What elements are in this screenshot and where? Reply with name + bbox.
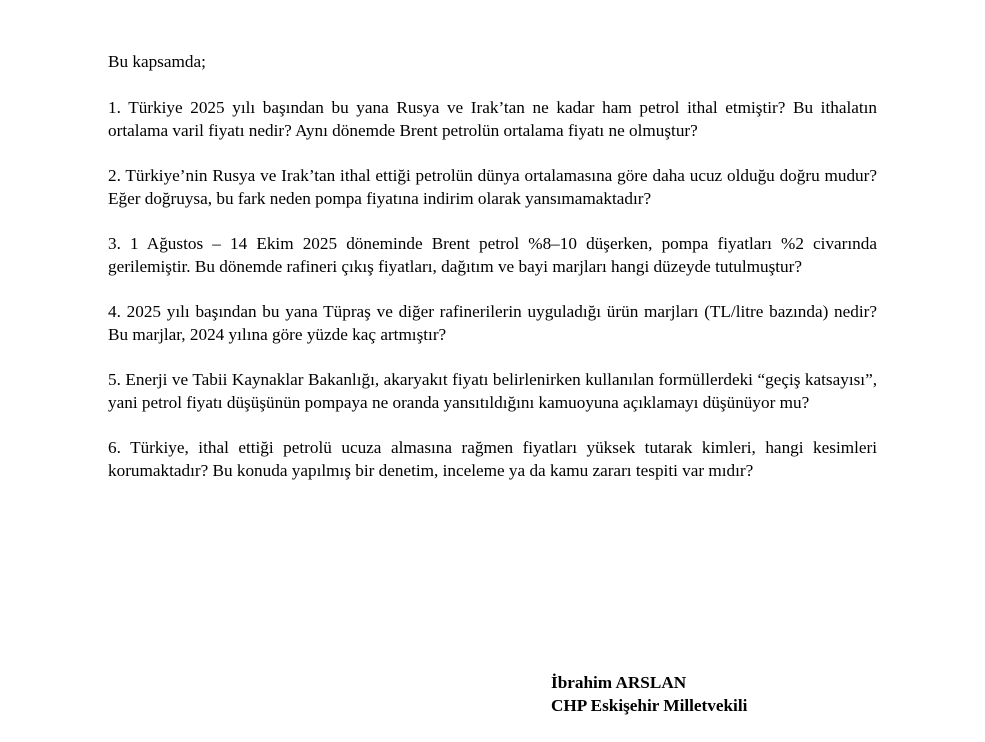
question-4: 4. 2025 yılı başından bu yana Tüpraş ve diğer rafinerilerin uyguladığı ürün marjları (TL/litre bazında) nedir? Bu marjlar, 2024 yılına göre yüzde kaç artmıştır? (108, 302, 877, 344)
question-1: 1. Türkiye 2025 yılı başından bu yana Rusya ve Irak’tan ne kadar ham petrol ithal etmiştir? Bu ithalatın ortalama varil fiyatı nedir? Aynı dönemde Brent petrolün ortalama fiyatı ne olmuştur? (108, 98, 877, 140)
signature-block (551, 671, 747, 717)
signature-title: CHP Eskişehir Milletvekili (551, 696, 748, 715)
question-5: 5. Enerji ve Tabii Kaynaklar Bakanlığı, akaryakıt fiyatı belirlenirken kullanılan formüllerdeki “geçiş katsayısı”, yani petrol fiyatı düşüşünün pompaya ne oranda yansıtıldığını kamuoyuna açıklamayı düşünüyor mu? (108, 370, 877, 412)
intro-text: Bu kapsamda; (108, 52, 206, 71)
question-3: 3. 1 Ağustos – 14 Ekim 2025 döneminde Brent petrol %8–10 düşerken, pompa fiyatları %2 civarında gerilemiştir. Bu dönemde rafineri çıkış fiyatları, dağıtım ve bayi marjları hangi düzeyde tutulmuştur? (108, 234, 877, 276)
document-body (108, 50, 877, 504)
question-6: 6. Türkiye, ithal ettiği petrolü ucuza almasına rağmen fiyatları yüksek tutarak kimleri, hangi kesimleri korumaktadır? Bu konuda yapılmış bir denetim, inceleme ya da kamu zararı tespiti var mıdır? (108, 438, 877, 480)
question-2: 2. Türkiye’nin Rusya ve Irak’tan ithal ettiği petrolün dünya ortalamasına göre daha ucuz olduğu doğru mudur? Eğer doğruysa, bu fark neden pompa fiyatına indirim olarak yansımamaktadır? (108, 166, 877, 208)
signature-name: İbrahim ARSLAN (551, 673, 687, 692)
